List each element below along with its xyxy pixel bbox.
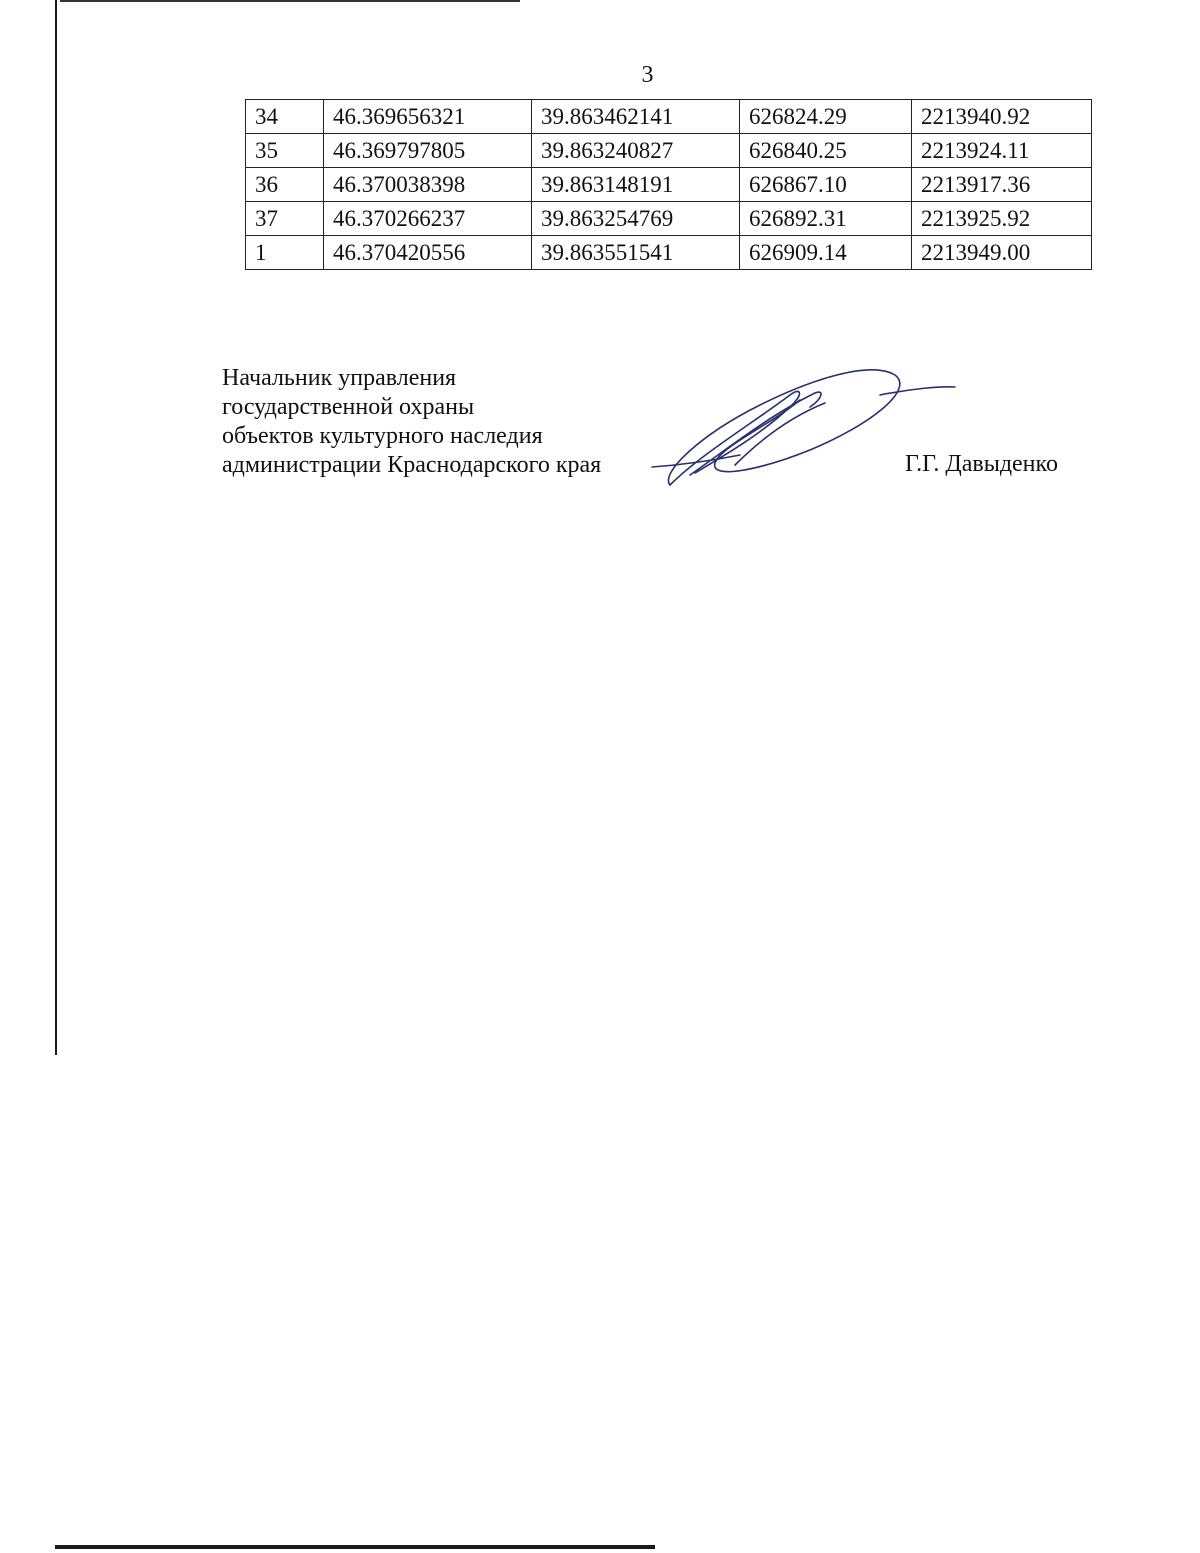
table-cell: 2213925.92	[912, 202, 1092, 236]
signer-position-line: администрации Краснодарского края	[222, 452, 602, 478]
table-cell: 39.863462141	[532, 100, 740, 134]
table-cell: 39.863551541	[532, 236, 740, 270]
table-cell: 2213917.36	[912, 168, 1092, 202]
signer-name: Г.Г. Давыденко	[905, 451, 1058, 477]
table-row	[246, 168, 1092, 202]
coordinates-table	[245, 99, 1092, 270]
table-cell: 626892.31	[740, 202, 912, 236]
table-row	[246, 202, 1092, 236]
table-cell: 46.369797805	[324, 134, 532, 168]
table-cell: 46.370420556	[324, 236, 532, 270]
table-cell: 37	[246, 202, 324, 236]
table-row	[246, 236, 1092, 270]
coordinates-table-body	[246, 100, 1092, 270]
table-cell: 39.863240827	[532, 134, 740, 168]
table-cell: 34	[246, 100, 324, 134]
table-cell: 46.370038398	[324, 168, 532, 202]
scan-edge-bottom	[55, 1545, 655, 1549]
signer-position-line: объектов культурного наследия	[222, 423, 543, 449]
table-cell: 1	[246, 236, 324, 270]
table-cell: 46.369656321	[324, 100, 532, 134]
table-cell: 626824.29	[740, 100, 912, 134]
table-cell: 2213940.92	[912, 100, 1092, 134]
table-cell: 39.863148191	[532, 168, 740, 202]
signer-position	[222, 364, 601, 480]
table-row	[246, 134, 1092, 168]
signer-position-line: государственной охраны	[222, 394, 475, 420]
signer-position-line: Начальник управления	[222, 365, 457, 391]
table-cell: 626909.14	[740, 236, 912, 270]
table-cell: 36	[246, 168, 324, 202]
table-cell: 2213949.00	[912, 236, 1092, 270]
scan-edge-left	[55, 0, 57, 1055]
table-cell: 46.370266237	[324, 202, 532, 236]
table-cell: 35	[246, 134, 324, 168]
table-row	[246, 100, 1092, 134]
page-number: 3	[641, 62, 654, 88]
table-cell: 626840.25	[740, 134, 912, 168]
table-cell: 39.863254769	[532, 202, 740, 236]
table-cell: 626867.10	[740, 168, 912, 202]
scan-edge-top	[60, 0, 520, 2]
table-cell: 2213924.11	[912, 134, 1092, 168]
